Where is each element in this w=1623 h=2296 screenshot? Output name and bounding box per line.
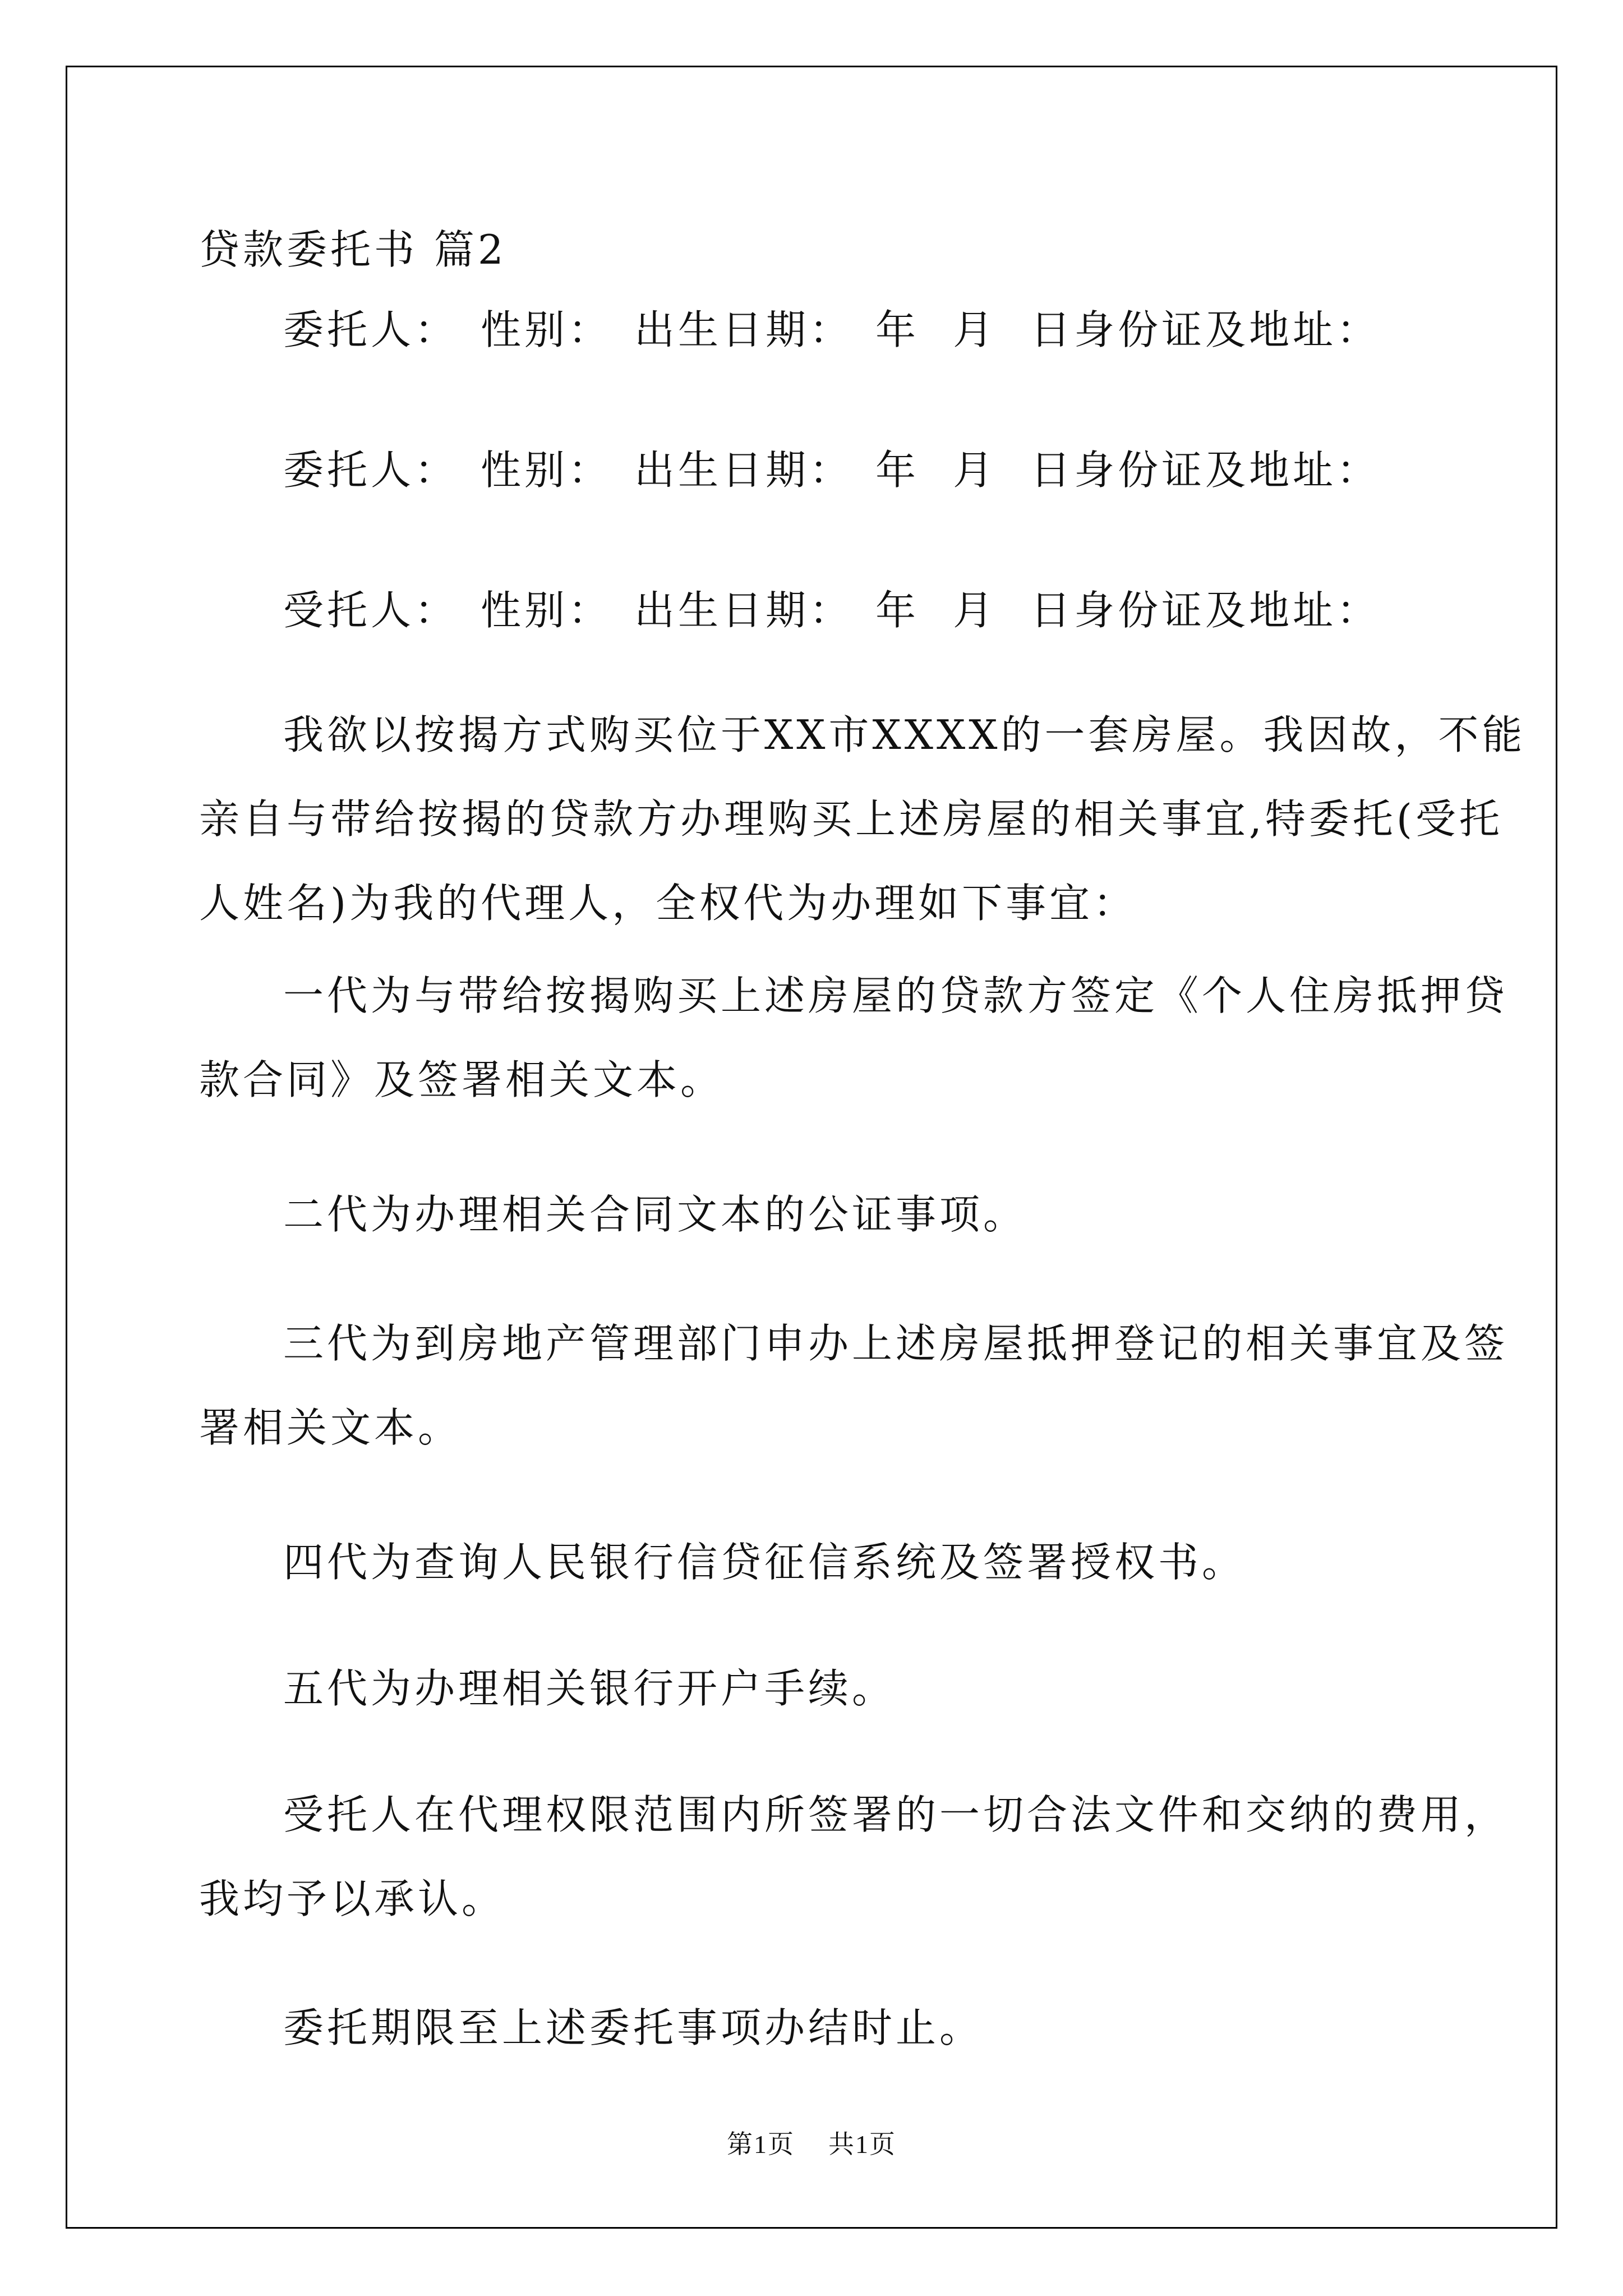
paragraph-line: 我欲以按揭方式购买位于XX市XXXX的一套房屋。我因故，不能 <box>283 711 1526 758</box>
paragraph-line: 人姓名)为我的代理人，全权代为办理如下事宜： <box>199 880 1137 927</box>
paragraph-line: 署相关文本。 <box>199 1404 462 1451</box>
party-gender: 性别： <box>481 306 612 353</box>
page-number: 第1页 <box>727 2130 795 2159</box>
paragraph-line: 一代为与带给按揭购买上述房屋的贷款方签定《个人住房抵押贷 <box>283 972 1509 1019</box>
paragraph <box>199 2000 1422 2056</box>
paragraph-line: 五代为办理相关银行开户手续。 <box>283 1665 896 1712</box>
party-id: 日身份证及地址： <box>1030 447 1381 494</box>
paragraph <box>199 707 1526 931</box>
paragraph <box>199 1787 1509 1927</box>
paragraph-line: 受托人在代理权限范围内所签署的一切合法文件和交纳的费用， <box>283 1791 1509 1838</box>
party-year: 年 <box>875 447 920 494</box>
party-role: 委托人： <box>283 447 459 494</box>
party-month: 月 <box>953 306 997 353</box>
party-gender: 性别： <box>481 587 612 634</box>
paragraph-line: 亲自与带给按揭的贷款方办理购买上述房屋的相关事宜,特委托(受托 <box>199 795 1503 843</box>
paragraph <box>199 1534 1422 1590</box>
party-role: 受托人： <box>283 587 459 634</box>
party-line <box>283 578 1380 636</box>
page-footer <box>0 2129 1623 2160</box>
party-line <box>283 297 1380 356</box>
paragraph-line: 我均予以承认。 <box>199 1875 506 1922</box>
paragraph <box>199 1315 1509 1456</box>
party-birth: 出生日期： <box>634 447 854 494</box>
party-birth: 出生日期： <box>634 306 854 353</box>
party-month: 月 <box>953 447 997 494</box>
page-total: 共1页 <box>828 2130 896 2159</box>
paragraph-line: 委托期限至上述委托事项办结时止。 <box>283 2004 984 2051</box>
party-year: 年 <box>875 306 920 353</box>
paragraph-line: 款合同》及签署相关文本。 <box>199 1056 725 1103</box>
party-line <box>283 438 1380 496</box>
party-month: 月 <box>953 587 997 634</box>
paragraph <box>199 1186 1422 1243</box>
paragraph <box>199 1660 1422 1717</box>
paragraph-line: 三代为到房地产管理部门申办上述房屋抵押登记的相关事宜及签 <box>283 1320 1509 1367</box>
paragraph-line: 二代为办理相关合同文本的公证事项。 <box>283 1191 1027 1238</box>
paragraph <box>199 968 1509 1108</box>
party-role: 委托人： <box>283 306 459 353</box>
paragraph-line: 四代为查询人民银行信贷征信系统及签署授权书。 <box>283 1539 1246 1586</box>
document-title: 贷款委托书 篇2 <box>199 226 507 273</box>
party-id: 日身份证及地址： <box>1030 587 1381 634</box>
party-gender: 性别： <box>481 447 612 494</box>
party-year: 年 <box>875 587 920 634</box>
party-birth: 出生日期： <box>634 587 854 634</box>
party-id: 日身份证及地址： <box>1030 306 1381 353</box>
document-body <box>199 222 1526 2051</box>
